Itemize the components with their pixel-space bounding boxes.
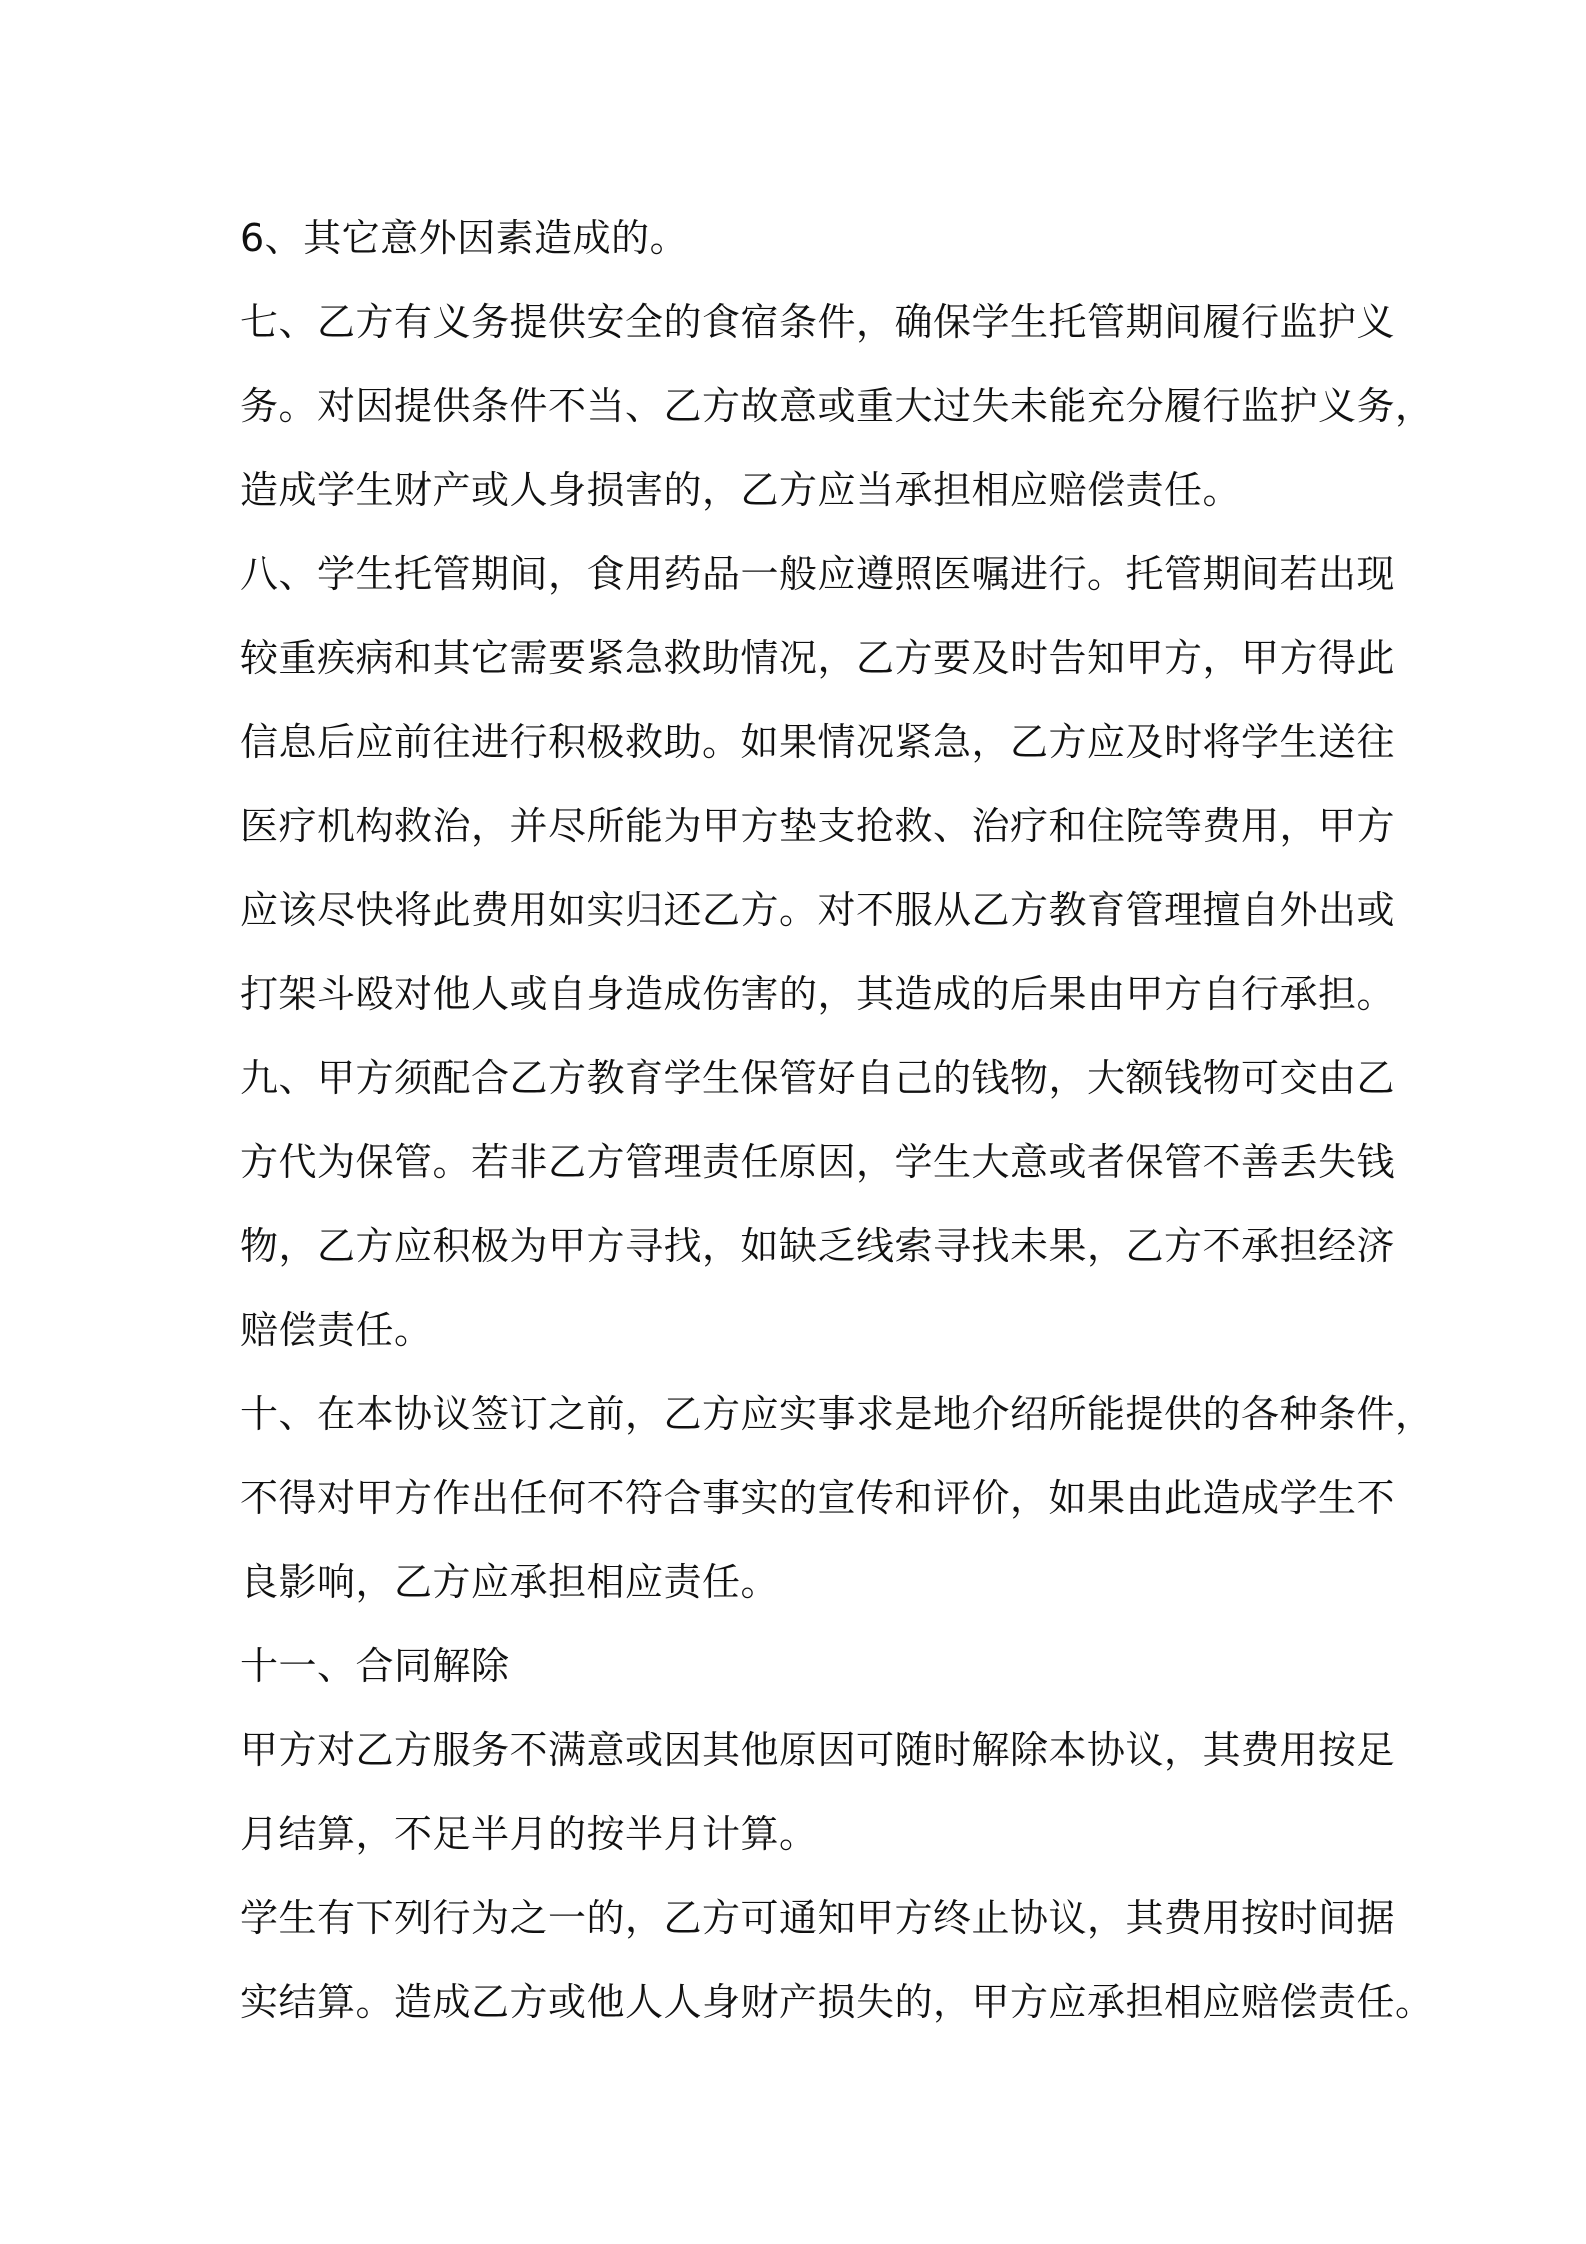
clause-8-line-2: 较重疾病和其它需要紧急救助情况，乙方要及时告知甲方，甲方得此: [240, 636, 1396, 680]
clause-9-line-1: 九、甲方须配合乙方教育学生保管好自己的钱物，大额钱物可交由乙: [240, 1056, 1396, 1100]
clause-7-line-1: 七、乙方有义务提供安全的食宿条件，确保学生托管期间履行监护义: [240, 300, 1396, 344]
clause-7-line-3: 造成学生财产或人身损害的，乙方应当承担相应赔偿责任。: [240, 468, 1242, 512]
clause-8-line-6: 打架斗殴对他人或自身造成伤害的，其造成的后果由甲方自行承担。: [240, 972, 1396, 1016]
clause-9-line-2: 方代为保管。若非乙方管理责任原因，学生大意或者保管不善丢失钱: [240, 1140, 1396, 1184]
clause-10-line-1: 十、在本协议签订之前，乙方应实事求是地介绍所能提供的各种条件，: [240, 1392, 1434, 1436]
clause-9-line-4: 赔偿责任。: [240, 1308, 433, 1352]
clause-11-para-1-line-1: 甲方对乙方服务不满意或因其他原因可随时解除本协议，其费用按足: [240, 1728, 1396, 1772]
clause-8-line-5: 应该尽快将此费用如实归还乙方。对不服从乙方教育管理擅自外出或: [240, 888, 1396, 932]
document-page: [240, 196, 1434, 2044]
clause-11-para-2-line-2: 实结算。造成乙方或他人人身财产损失的，甲方应承担相应赔偿责任。: [240, 1980, 1434, 2024]
clause-9-line-3: 物，乙方应积极为甲方寻找，如缺乏线索寻找未果，乙方不承担经济: [240, 1224, 1396, 1268]
clause-11-para-2-line-1: 学生有下列行为之一的，乙方可通知甲方终止协议，其费用按时间据: [240, 1896, 1396, 1940]
clause-8-line-1: 八、学生托管期间，食用药品一般应遵照医嘱进行。托管期间若出现: [240, 552, 1396, 596]
clause-8-line-3: 信息后应前往进行积极救助。如果情况紧急，乙方应及时将学生送往: [240, 720, 1396, 764]
clause-7-line-2: 务。对因提供条件不当、乙方故意或重大过失未能充分履行监护义务，: [240, 384, 1434, 428]
clause-8-line-4: 医疗机构救治，并尽所能为甲方垫支抢救、治疗和住院等费用，甲方: [240, 804, 1396, 848]
clause-10-line-3: 良影响，乙方应承担相应责任。: [240, 1560, 780, 1604]
clause-11-para-1-line-2: 月结算，不足半月的按半月计算。: [240, 1812, 818, 1856]
clause-11-heading: 十一、合同解除: [240, 1644, 510, 1688]
clause-6-line-1: 6、其它意外因素造成的。: [240, 216, 689, 260]
clause-10-line-2: 不得对甲方作出任何不符合事实的宣传和评价，如果由此造成学生不: [240, 1476, 1396, 1520]
